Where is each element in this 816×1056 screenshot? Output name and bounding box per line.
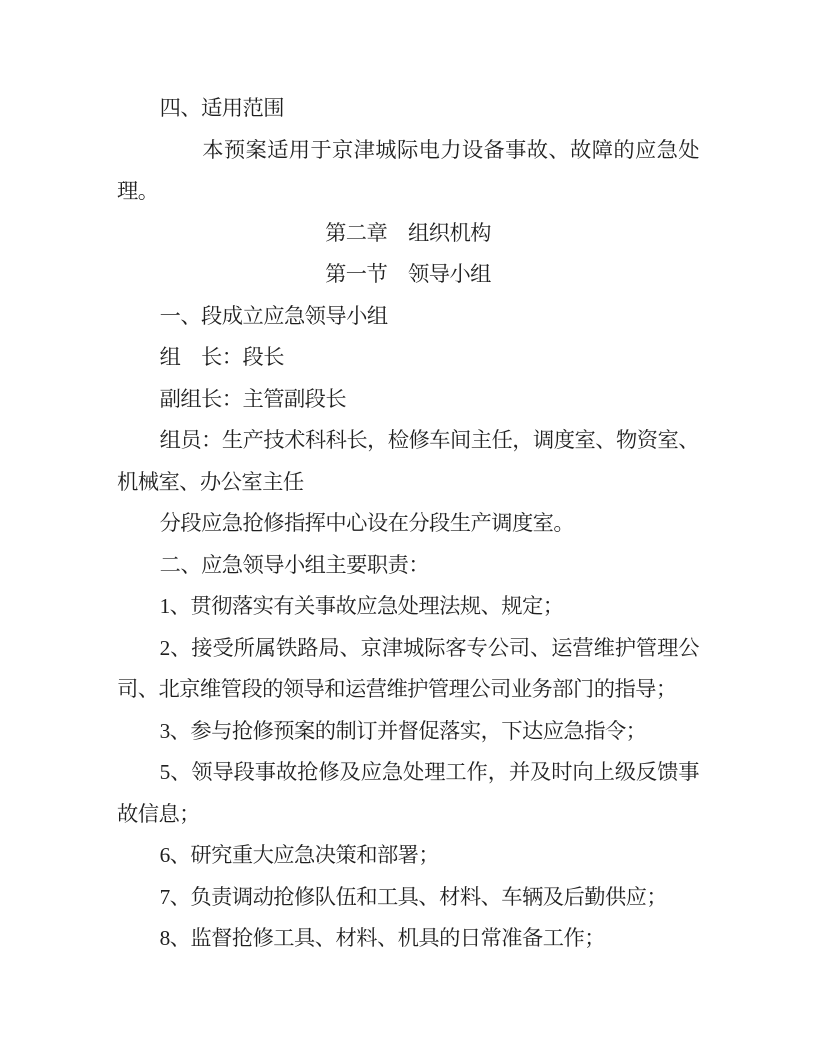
heading-section-1: 第一节 领导小组 bbox=[325, 262, 491, 286]
paragraph-duty-3: 3、参与抢修预案的制订并督促落实，下达应急指令； bbox=[159, 718, 647, 743]
paragraph-group-members: 组员：生产技术科科长，检修车间主任，调度室、物资室、机械室、办公室主任 bbox=[117, 428, 699, 494]
paragraph-item-1-leading-group: 一、段成立应急领导小组 bbox=[159, 303, 388, 328]
paragraph-duty-1: 1、贯彻落实有关事故应急处理法规、规定； bbox=[159, 594, 564, 618]
paragraph-command-center: 分段应急抢修指挥中心设在分段生产调度室。 bbox=[159, 511, 575, 535]
paragraph-item-2-duties: 二、应急领导小组主要职责： bbox=[159, 552, 430, 577]
heading-applicable-scope: 四、适用范围 bbox=[159, 96, 284, 120]
paragraph-duty-8: 8、监督抢修工具、材料、机具的日常准备工作； bbox=[159, 926, 605, 950]
paragraph-duty-7: 7、负责调动抢修队伍和工具、材料、车辆及后勤供应； bbox=[159, 884, 668, 909]
paragraph-duty-5: 5、领导段事故抢修及应急处理工作，并及时向上级反馈事故信息； bbox=[117, 760, 699, 826]
paragraph-scope-statement: 本预案适用于京津城际电力设备事故、故障的应急处理。 bbox=[117, 137, 699, 203]
heading-chapter-2: 第二章 组织机构 bbox=[325, 220, 491, 245]
paragraph-deputy-leader: 副组长：主管副段长 bbox=[159, 386, 347, 411]
paragraph-duty-6: 6、研究重大应急决策和部署； bbox=[159, 843, 440, 867]
paragraph-group-leader: 组 长：段长 bbox=[159, 345, 284, 369]
document-body bbox=[117, 88, 699, 960]
paragraph-duty-2: 2、接受所属铁路局、京津城际客专公司、运营维护管理公司、北京维管段的领导和运营维护管理公司业务部门的指导； bbox=[117, 635, 699, 701]
